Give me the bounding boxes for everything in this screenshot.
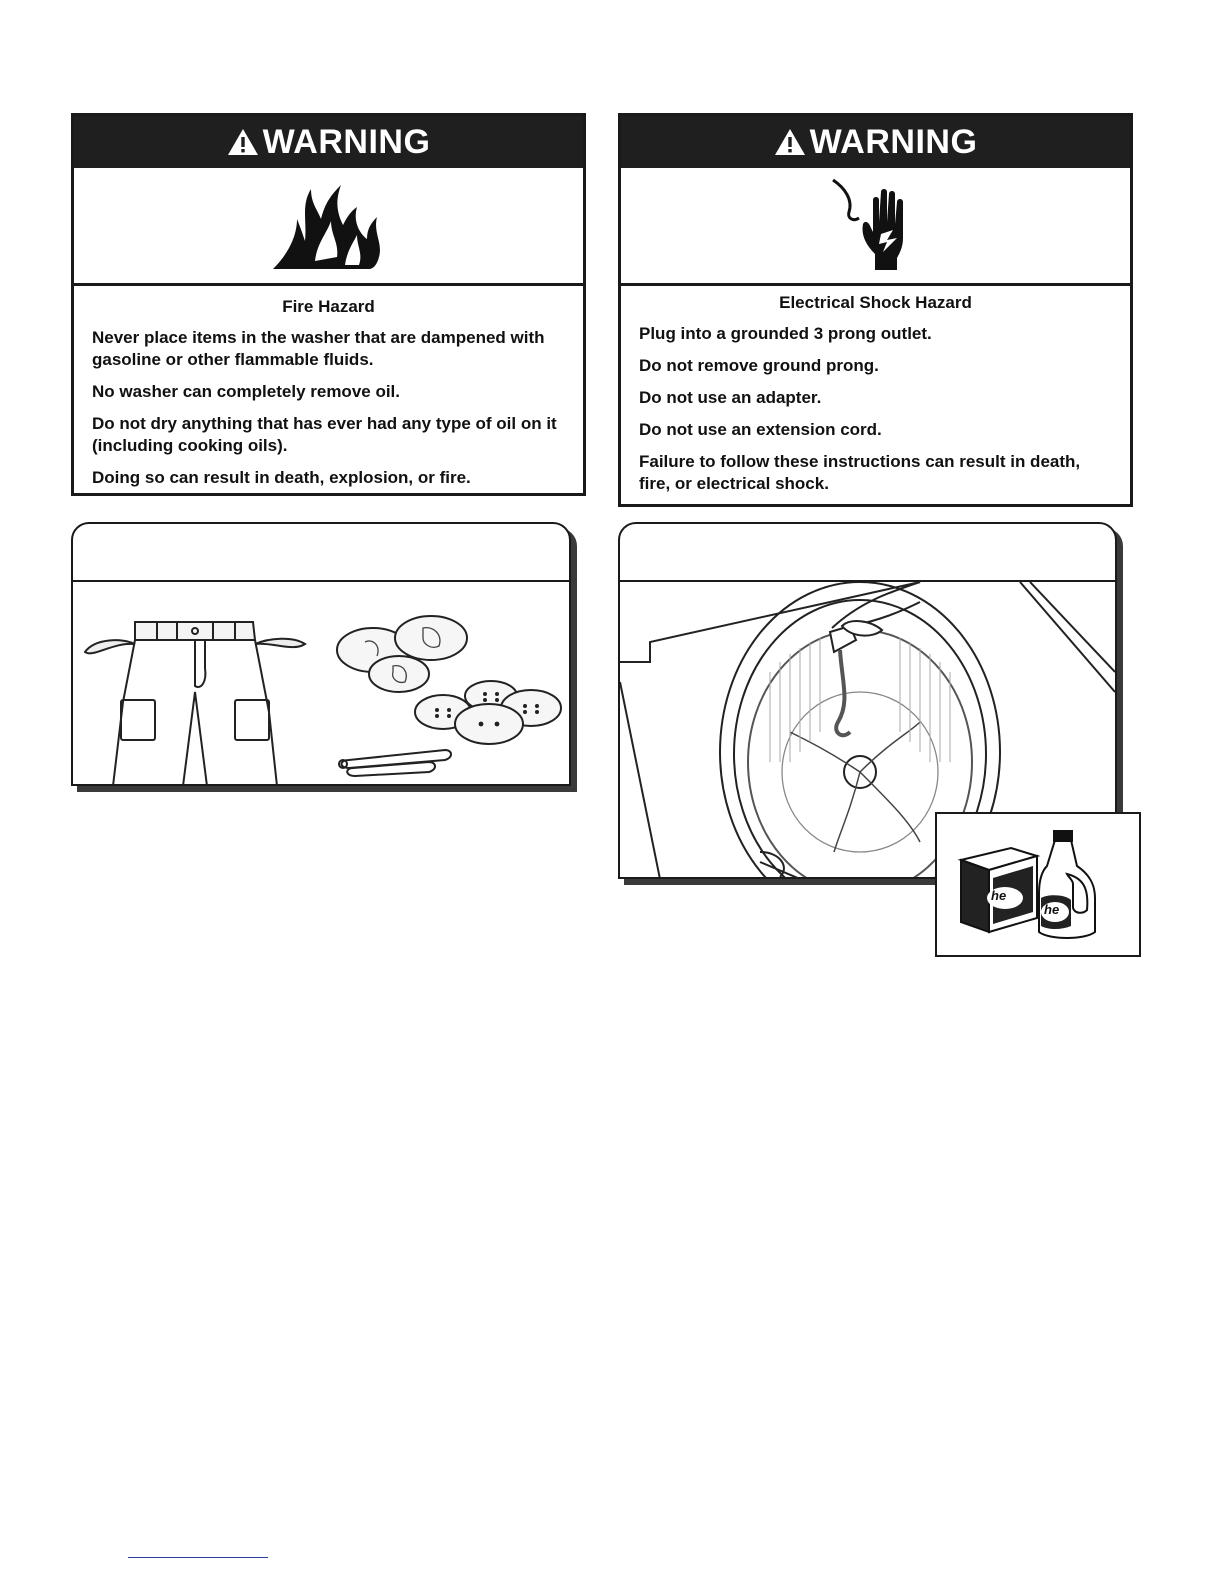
warning-line: Do not use an adapter. (639, 388, 822, 407)
warning-triangle-icon (227, 128, 259, 156)
warning-triangle-icon (774, 128, 806, 156)
warning-line: Doing so can result in death, explosion, or fire. (92, 468, 471, 487)
he-detergent-inset (935, 812, 1141, 957)
electrical-warning-box (618, 113, 1133, 507)
shock-icon-area (621, 168, 1130, 286)
fire-icon (271, 181, 387, 271)
warning-line: No washer can completely remove oil. (92, 382, 401, 401)
hazard-title: Electrical Shock Hazard (779, 293, 972, 312)
fire-icon-area (74, 168, 583, 286)
warning-header (621, 116, 1130, 168)
warning-line: Plug into a grounded 3 prong outlet. (639, 324, 932, 343)
warning-line: Failure to follow these instructions can result in death, fire, or electrical shock. (639, 452, 1081, 493)
empty-pockets-illustration (73, 582, 569, 784)
electrical-warning-body (621, 286, 1130, 495)
warning-line: Do not dry anything that has ever had any type of oil on it (including cooking oils). (92, 414, 557, 455)
warning-line: Never place items in the washer that are dampened with gasoline or other flammable fluids. (92, 328, 545, 369)
he-label-bottle: he (1044, 902, 1060, 917)
tip-panel-header (73, 524, 569, 582)
he-label-box: he (991, 888, 1007, 903)
empty-pockets-panel (71, 522, 571, 786)
fire-warning-body (74, 286, 583, 489)
tip-panel-header (620, 524, 1115, 582)
fire-warning-box (71, 113, 586, 496)
footer-link-underline (128, 1557, 268, 1558)
hazard-title: Fire Hazard (282, 297, 375, 316)
warning-header-text: WARNING (262, 122, 431, 161)
electric-shock-hand-icon (831, 178, 921, 273)
warning-line: Do not remove ground prong. (639, 356, 879, 375)
pants-illustration (73, 582, 569, 784)
warning-header-text: WARNING (809, 122, 978, 161)
warning-header (74, 116, 583, 168)
he-detergent-icon (937, 814, 1139, 955)
warning-line: Do not use an extension cord. (639, 420, 882, 439)
